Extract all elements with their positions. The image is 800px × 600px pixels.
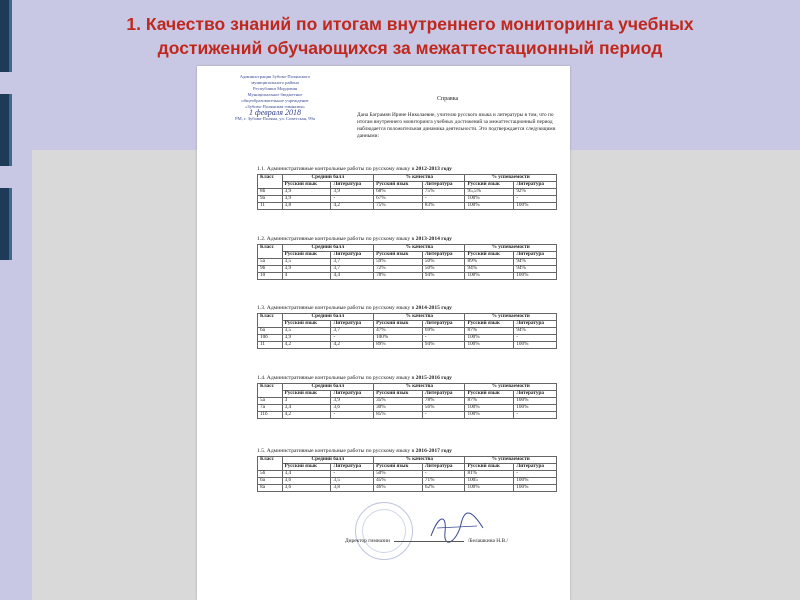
table-subheader-row — [258, 321, 557, 328]
table-cell: 3,7 — [331, 259, 374, 266]
signature-line — [394, 541, 464, 542]
table-cell: 7а — [258, 405, 283, 412]
report-section — [257, 448, 557, 492]
table-row — [258, 266, 557, 273]
table-subheader-row — [258, 182, 557, 189]
table-cell: 100% — [514, 203, 557, 210]
table-row — [258, 335, 557, 342]
report-section — [257, 236, 557, 280]
table-row — [258, 478, 557, 485]
section-heading-text: 1.4. Административные контрольные работы по русскому языку в — [257, 375, 416, 381]
col-header-avg: Средний балл — [282, 245, 373, 252]
table-cell: 11 — [258, 342, 283, 349]
corner-stamp — [225, 74, 325, 122]
table-cell: 62% — [422, 485, 465, 492]
table-cell: 35% — [374, 398, 423, 405]
col-header-avg: Средний балл — [282, 314, 373, 321]
table-cell: 100% — [514, 485, 557, 492]
table-row — [258, 328, 557, 335]
col-subheader-literature: Литература — [514, 182, 557, 189]
table-cell: - — [422, 412, 465, 419]
col-header-avg: Средний балл — [282, 457, 373, 464]
col-subheader-russian: Русский язык — [465, 252, 514, 259]
col-subheader-russian: Русский язык — [374, 464, 423, 471]
stamp-line: общеобразовательное учреждение — [241, 98, 309, 103]
col-header-success: % успеваемости — [465, 175, 557, 182]
col-subheader-literature: Литература — [514, 391, 557, 398]
section-heading — [257, 166, 557, 173]
grades-table — [257, 244, 557, 280]
table-cell: 100% — [465, 485, 514, 492]
section-heading — [257, 305, 557, 312]
stamp-line: Республики Мордовия — [252, 86, 298, 91]
table-cell: 3,4 — [282, 405, 331, 412]
sidebar-tab-1 — [0, 0, 12, 72]
col-subheader-russian: Русский язык — [465, 321, 514, 328]
col-header-avg: Средний балл — [282, 175, 373, 182]
sidebar-tab-2 — [0, 94, 12, 166]
table-cell: 94% — [514, 328, 557, 335]
table-cell: 3,9 — [282, 335, 331, 342]
table-cell: 6а — [258, 328, 283, 335]
col-subheader-russian: Русский язык — [374, 321, 423, 328]
col-subheader-literature: Литература — [422, 464, 465, 471]
col-header-success: % успеваемости — [465, 384, 557, 391]
table-row — [258, 485, 557, 492]
table-cell: 94% — [465, 266, 514, 273]
table-cell: 4,2 — [331, 342, 374, 349]
table-subheader-row — [258, 252, 557, 259]
table-row — [258, 189, 557, 196]
table-cell: 89% — [465, 259, 514, 266]
grades-table — [257, 313, 557, 349]
table-cell: 92% — [514, 189, 557, 196]
section-heading-year: 2016-2017 году — [415, 448, 452, 454]
col-header-quality: % качества — [374, 384, 465, 391]
table-cell: 87% — [465, 328, 514, 335]
table-cell: 3 — [282, 398, 331, 405]
col-header-avg: Средний балл — [282, 384, 373, 391]
table-cell: 3,5 — [331, 478, 374, 485]
table-cell: 83% — [422, 203, 465, 210]
table-cell: 3,4 — [282, 471, 331, 478]
col-subheader-literature: Литература — [422, 321, 465, 328]
report-section — [257, 375, 557, 419]
table-cell: 81% — [465, 471, 514, 478]
table-cell: 3,8 — [331, 485, 374, 492]
section-heading-year: 2014-2015 году — [415, 305, 452, 311]
table-cell: 100% — [514, 273, 557, 280]
table-cell: - — [422, 335, 465, 342]
stamp-line: муниципального района — [251, 80, 299, 85]
table-cell: 68% — [374, 189, 423, 196]
table-cell: 100% — [465, 203, 514, 210]
table-cell: 100% — [374, 335, 423, 342]
table-cell: 3,6 — [282, 485, 331, 492]
table-cell: 3,5 — [282, 328, 331, 335]
section-heading — [257, 375, 557, 382]
table-cell: 59% — [374, 259, 423, 266]
col-header-success: % успеваемости — [465, 245, 557, 252]
grades-table — [257, 174, 557, 210]
table-cell: 67% — [374, 196, 423, 203]
col-header-quality: % качества — [374, 314, 465, 321]
table-cell: 8б — [258, 189, 283, 196]
table-cell: 87% — [465, 398, 514, 405]
table-cell: 100% — [514, 478, 557, 485]
table-row — [258, 405, 557, 412]
col-subheader-literature: Литература — [331, 252, 374, 259]
table-cell: 11 — [258, 203, 283, 210]
table-cell: 4,2 — [282, 412, 331, 419]
stamp-handwritten-date: 1 февраля 2018 — [249, 108, 301, 117]
table-cell: 9а — [258, 196, 283, 203]
table-cell: 78% — [374, 273, 423, 280]
table-cell: 100% — [465, 405, 514, 412]
signature-label: Директор гимназии — [345, 538, 390, 544]
table-cell: 89% — [374, 342, 423, 349]
table-cell: 10 — [258, 273, 283, 280]
col-subheader-russian: Русский язык — [374, 391, 423, 398]
grades-table — [257, 456, 557, 492]
table-cell: 8а — [258, 485, 283, 492]
col-subheader-literature: Литература — [514, 252, 557, 259]
table-cell: 5а — [258, 259, 283, 266]
table-cell: 30% — [374, 405, 423, 412]
table-cell: 3,9 — [331, 189, 374, 196]
col-subheader-russian: Русский язык — [465, 391, 514, 398]
table-cell: 50% — [374, 471, 423, 478]
col-subheader-literature: Литература — [331, 391, 374, 398]
table-cell: 3,9 — [282, 189, 331, 196]
table-row — [258, 203, 557, 210]
table-cell: 3,6 — [331, 405, 374, 412]
col-header-success: % успеваемости — [465, 314, 557, 321]
col-header-class: Класс — [258, 384, 283, 398]
table-cell: 3,7 — [331, 328, 374, 335]
scanned-document — [197, 66, 570, 600]
table-cell: 100% — [465, 342, 514, 349]
table-cell: 100% — [465, 273, 514, 280]
col-subheader-russian: Русский язык — [465, 182, 514, 189]
col-subheader-literature: Литература — [422, 252, 465, 259]
table-cell: 100% — [514, 405, 557, 412]
table-cell: 3,7 — [331, 266, 374, 273]
document-title: Справка — [437, 96, 459, 102]
col-header-quality: % качества — [374, 175, 465, 182]
table-row — [258, 471, 557, 478]
table-cell: - — [422, 471, 465, 478]
table-cell: - — [331, 471, 374, 478]
col-header-class: Класс — [258, 175, 283, 189]
table-cell: 5б — [258, 471, 283, 478]
table-row — [258, 398, 557, 405]
table-cell: 94% — [514, 266, 557, 273]
table-row — [258, 196, 557, 203]
stamp-line: Муниципальное бюджетное — [247, 92, 303, 97]
table-cell: 3,8 — [282, 203, 331, 210]
table-cell: 1005 — [465, 478, 514, 485]
slide-title-line1: 1. Качество знаний по итогам внутреннего мониторинга учебных — [126, 14, 694, 34]
col-subheader-literature: Литература — [514, 464, 557, 471]
table-cell: 100% — [465, 335, 514, 342]
table-row — [258, 259, 557, 266]
table-cell: 9б — [258, 266, 283, 273]
signature-name: /Белашкина Н.В./ — [467, 538, 508, 544]
sidebar-tab-3 — [0, 188, 12, 260]
table-cell: - — [514, 196, 557, 203]
table-cell: 95,5% — [465, 189, 514, 196]
table-cell: 50% — [422, 259, 465, 266]
table-cell: 4 — [282, 273, 331, 280]
section-heading-year: 2013-2014 году — [415, 236, 452, 242]
section-heading — [257, 236, 557, 243]
col-subheader-literature: Литература — [422, 391, 465, 398]
stamp-line: «Зубово-Полянская гимназия» — [245, 104, 305, 109]
col-subheader-literature: Литература — [514, 321, 557, 328]
section-heading-text: 1.3. Административные контрольные работы по русскому языку в — [257, 305, 416, 311]
table-cell: 75% — [374, 203, 423, 210]
col-subheader-literature: Литература — [331, 464, 374, 471]
col-header-quality: % качества — [374, 457, 465, 464]
col-header-class: Класс — [258, 457, 283, 471]
table-cell: - — [331, 196, 374, 203]
table-cell: 5а — [258, 398, 283, 405]
document-intro: Дана Баграмян Ирине Николаевне, учителю русского языка и литературы в том, что по итогам внутреннего мониторинга учебных достижений за межаттестационный период наблюдается положительная динамика деятельности. Это подтверждается следующими данными: — [357, 112, 556, 139]
table-cell: 72% — [374, 266, 423, 273]
section-heading-text: 1.2. Административные контрольные работы по русскому языку в — [257, 236, 416, 242]
stamp-line: Администрация Зубово-Полянского — [239, 74, 311, 79]
table-cell: - — [514, 335, 557, 342]
col-subheader-russian: Русский язык — [282, 391, 331, 398]
slide-title — [60, 12, 760, 60]
section-heading-text: 1.5. Административные контрольные работы по русскому языку в — [257, 448, 416, 454]
table-cell: 94% — [422, 342, 465, 349]
table-cell: 56% — [422, 405, 465, 412]
table-cell: 100% — [465, 196, 514, 203]
section-heading-year: 2012-2013 году — [415, 166, 452, 172]
table-cell: 47% — [374, 328, 423, 335]
section-heading — [257, 448, 557, 455]
col-subheader-russian: Русский язык — [282, 252, 331, 259]
table-cell: - — [331, 335, 374, 342]
col-subheader-russian: Русский язык — [374, 182, 423, 189]
table-cell: 100% — [465, 412, 514, 419]
table-cell: - — [514, 471, 557, 478]
grades-table — [257, 383, 557, 419]
table-cell: 78% — [422, 398, 465, 405]
signature-block — [345, 538, 555, 544]
table-cell: 3,9 — [282, 196, 331, 203]
col-subheader-russian: Русский язык — [282, 464, 331, 471]
table-row — [258, 342, 557, 349]
table-cell: - — [331, 412, 374, 419]
table-cell: 85% — [374, 412, 423, 419]
table-cell: 50% — [422, 266, 465, 273]
col-subheader-russian: Русский язык — [465, 464, 514, 471]
table-cell: 71% — [422, 478, 465, 485]
table-cell: 10б — [258, 335, 283, 342]
table-cell: 3,5 — [282, 259, 331, 266]
col-subheader-russian: Русский язык — [282, 182, 331, 189]
table-cell: 4,2 — [282, 342, 331, 349]
table-cell: - — [514, 412, 557, 419]
col-subheader-russian: Русский язык — [282, 321, 331, 328]
report-section — [257, 305, 557, 349]
table-row — [258, 273, 557, 280]
col-subheader-literature: Литература — [422, 182, 465, 189]
table-cell: - — [422, 196, 465, 203]
table-cell: 3,9 — [282, 266, 331, 273]
table-cell: 45% — [374, 478, 423, 485]
col-subheader-russian: Русский язык — [374, 252, 423, 259]
stamp-line: РМ, г. Зубова-Поляна, ул. Советская, 99а — [235, 116, 315, 121]
col-subheader-literature: Литература — [331, 182, 374, 189]
slide-title-line2: достижений обучающихся за межаттестационный период — [157, 38, 663, 58]
table-cell: 94% — [422, 273, 465, 280]
table-cell: 100% — [514, 398, 557, 405]
report-section — [257, 166, 557, 210]
col-header-success: % успеваемости — [465, 457, 557, 464]
table-cell: 4,2 — [331, 203, 374, 210]
section-heading-text: 1.1. Административные контрольные работы по русскому языку в — [257, 166, 416, 172]
table-cell: 46% — [374, 485, 423, 492]
col-header-class: Класс — [258, 314, 283, 328]
table-cell: 94% — [514, 259, 557, 266]
table-cell: 3,6 — [282, 478, 331, 485]
table-subheader-row — [258, 464, 557, 471]
section-heading-year: 2015-2016 году — [415, 375, 452, 381]
table-cell: 100% — [514, 342, 557, 349]
table-cell: 75% — [422, 189, 465, 196]
table-cell: 3,9 — [331, 398, 374, 405]
table-cell: 11б — [258, 412, 283, 419]
col-header-quality: % качества — [374, 245, 465, 252]
table-cell: 6а — [258, 478, 283, 485]
round-seal — [355, 502, 413, 560]
table-cell: 69% — [422, 328, 465, 335]
col-header-class: Класс — [258, 245, 283, 259]
table-row — [258, 412, 557, 419]
table-cell: 4,4 — [331, 273, 374, 280]
table-subheader-row — [258, 391, 557, 398]
col-subheader-literature: Литература — [331, 321, 374, 328]
